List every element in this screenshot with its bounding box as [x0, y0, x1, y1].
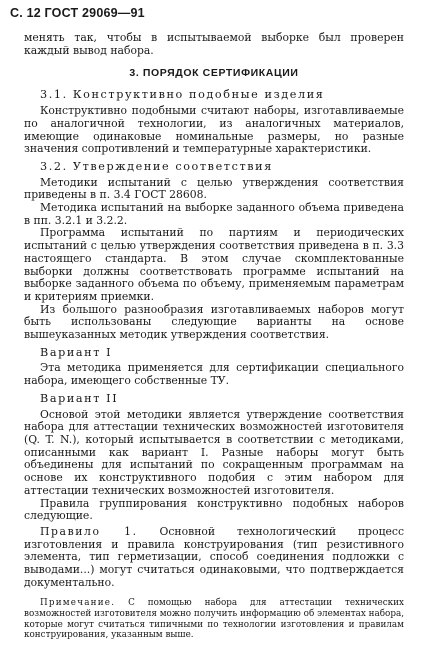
rule-1-text: Основной технологический процесс изготовления и правила конструирования (тип резистивного элемента, тип герметизации, способ соединения подложки с выводами...) могут считаться одинаковыми, что подтверждается документально. [24, 524, 404, 589]
note-text: С помощью набора для аттестации технических возможностей изготовителя можно получить информацию об элементах набора, которые могут считаться типичными по технологии изготовления и правилам конструирования, указанным выше. [24, 598, 405, 641]
paragraph-3-2-c: Программа испытаний по партиям и периодических испытаний с целью утверждения соответствия приведена в п. 3.3 настоящего стандарта. В этом случае скомплектованные выборки должны соответствовать программе испытаний на выборке заданного объема по объему, применяемым параметрам и критериям приемки. [24, 226, 404, 303]
paragraph-3-1: Конструктивно подобными считают наборы, изготавливаемые по аналогичной технологии, из аналогичных материалов, имеющие одинаковые номинальные размеры, но разные значения сопротивлений и температурные характеристики. [24, 104, 404, 156]
document-body [24, 32, 404, 641]
page-header: С. 12 ГОСТ 29069—91 [10, 6, 145, 20]
variant-2-heading: Вариант II [40, 391, 119, 405]
paragraph-3-2-b: Методика испытаний на выборке заданного объема приведена в пп. 3.2.1 и 3.2.2. [24, 201, 404, 227]
variant-2-grouping: Правила группирования конструктивно подобных наборов следующие. [24, 496, 404, 523]
subsection-heading-3-1: 3.1. Конструктивно подобные изделия [40, 88, 325, 102]
rule-1 [24, 526, 404, 590]
subsection-heading-3-2: 3.2. Утверждение соответствия [40, 159, 273, 173]
variant-2-text: Основой этой методики является утверждение соответствия набора для аттестации технических возможностей изготовителя (Q. T. N.), который испытывается в соответствии с методиками, описанными как вариант I. Разные наборы могут быть объединены для испытаний по сокращенным программам на основе их конструктивного подобия с этим набором для аттестации технических возможностей изготовителя. [24, 407, 404, 497]
section-title: 3. ПОРЯДОК СЕРТИФИКАЦИИ [129, 67, 299, 80]
paragraph-3-2-a: Методики испытаний с целью утверждения соответствия приведены в п. 3.4 ГОСТ 28608. [24, 175, 404, 202]
note [24, 598, 404, 640]
note-label: Примечание. [40, 598, 116, 609]
variant-1-text: Эта методика применяется для сертификации специального набора, имеющего собственные ТУ. [24, 361, 404, 388]
variant-1-heading: Вариант I [40, 345, 113, 359]
rule-1-label: Правило 1. [40, 524, 138, 538]
paragraph-continuation: менять так, чтобы в испытываемой выборке был проверен каждый вывод набора. [24, 31, 404, 57]
paragraph-3-2-d: Из большого разнообразия изготавливаемых наборов могут быть использованы следующие варианты на основе вышеуказанных методик утверждения соответствия. [24, 302, 404, 342]
